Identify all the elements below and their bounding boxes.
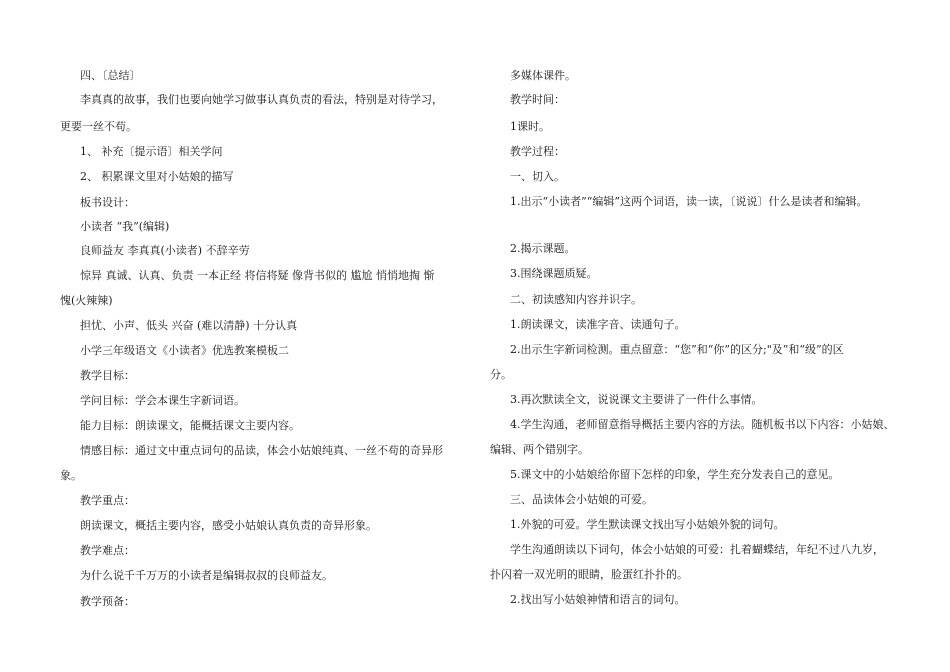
- text-line: 小学三年级语文《小读者》优选教案模板二: [80, 344, 289, 357]
- text-line: 编辑、两个错别字。: [490, 443, 589, 456]
- text-line: 1.外貌的可爱。学生默读课文找出写小姑娘外貌的词句。: [510, 518, 785, 531]
- text-line: 扑闪着一双光明的眼睛，脸蛋红扑扑的。: [490, 568, 688, 581]
- text-line: 三、品读体会小姑娘的可爱。: [510, 493, 653, 506]
- text-line: 能力目标：朗读课文，能概括课文主要内容。: [80, 419, 300, 432]
- text-line: 教学预备：: [80, 595, 135, 608]
- text-line: 2.找出写小姑娘神情和语言的词句。: [510, 593, 686, 606]
- text-line: 教学难点：: [80, 544, 135, 557]
- text-line: 象。: [60, 469, 82, 482]
- text-line: 2、 积累课文里对小姑娘的描写: [80, 170, 234, 183]
- text-line: 4.学生沟通，老师留意指导概括主要内容的方法。随机板书以下内容：小姑娘、: [510, 418, 895, 431]
- text-line: 3.围绕课题质疑。: [510, 267, 598, 280]
- text-line: 一、切入。: [510, 170, 565, 183]
- text-line: 教学目标：: [80, 369, 135, 382]
- text-line: 朗读课文，概括主要内容，感受小姑娘认真负责的奇异形象。: [80, 519, 377, 532]
- text-line: 担忧、小声、低头 兴奋 (难以清静) 十分认真: [80, 319, 298, 332]
- text-line: 为什么说千千万万的小读者是编辑叔叔的良师益友。: [80, 569, 333, 582]
- text-line: 1.朗读课文，读准字音、读通句子。: [510, 318, 686, 331]
- text-line: 学生沟通朗读以下词句，体会小姑娘的可爱：扎着蝴蝶结，年纪不过八九岁，: [510, 543, 884, 556]
- text-line: 更要一丝不苟。: [60, 120, 137, 133]
- text-line: 愧(火辣辣): [60, 294, 113, 307]
- text-line: 良师益友 李真真(小读者) 不辞辛劳: [80, 244, 250, 257]
- text-line: 四、〔总结〕: [80, 69, 141, 82]
- text-line: 学问目标：学会本课生字新词语。: [80, 394, 245, 407]
- text-line: 惊异 真诚、认真、负责 一本正经 将信将疑 像背书似的 尴尬 悄悄地掏 惭: [80, 269, 435, 282]
- text-line: 分。: [490, 368, 512, 381]
- text-line: 1课时。: [510, 120, 550, 133]
- text-line: 多媒体课件。: [510, 69, 576, 82]
- text-line: 教学重点：: [80, 494, 135, 507]
- text-line: 1.出示“小读者”“编辑”这两个词语，读一读，〔说说〕什么是读者和编辑。: [510, 195, 868, 208]
- text-line: 板书设计：: [80, 196, 135, 209]
- text-line: 小读者 “我”(编辑): [80, 220, 170, 233]
- text-line: 教学过程：: [510, 145, 565, 158]
- text-line: 李真真的故事，我们也要向她学习做事认真负责的看法，特别是对待学习，: [80, 93, 443, 106]
- text-line: 1、 补充〔提示语〕相关学问: [80, 145, 223, 158]
- text-line: 3.再次默读全文，说说课文主要讲了一件什么事情。: [510, 393, 763, 406]
- text-line: 情感目标：通过文中重点词句的品读，体会小姑娘纯真、一丝不苟的奇异形: [80, 444, 443, 457]
- text-line: 二、初读感知内容并识字。: [510, 293, 642, 306]
- text-line: 2.揭示课题。: [510, 242, 576, 255]
- text-line: 教学时间：: [510, 93, 565, 106]
- text-line: 2.出示生字新词检测。重点留意：“您”和“你”的区分;"及”和“级”的区: [510, 343, 844, 356]
- text-line: 5.课文中的小姑娘给你留下怎样的印象，学生充分发表自己的意见。: [510, 468, 840, 481]
